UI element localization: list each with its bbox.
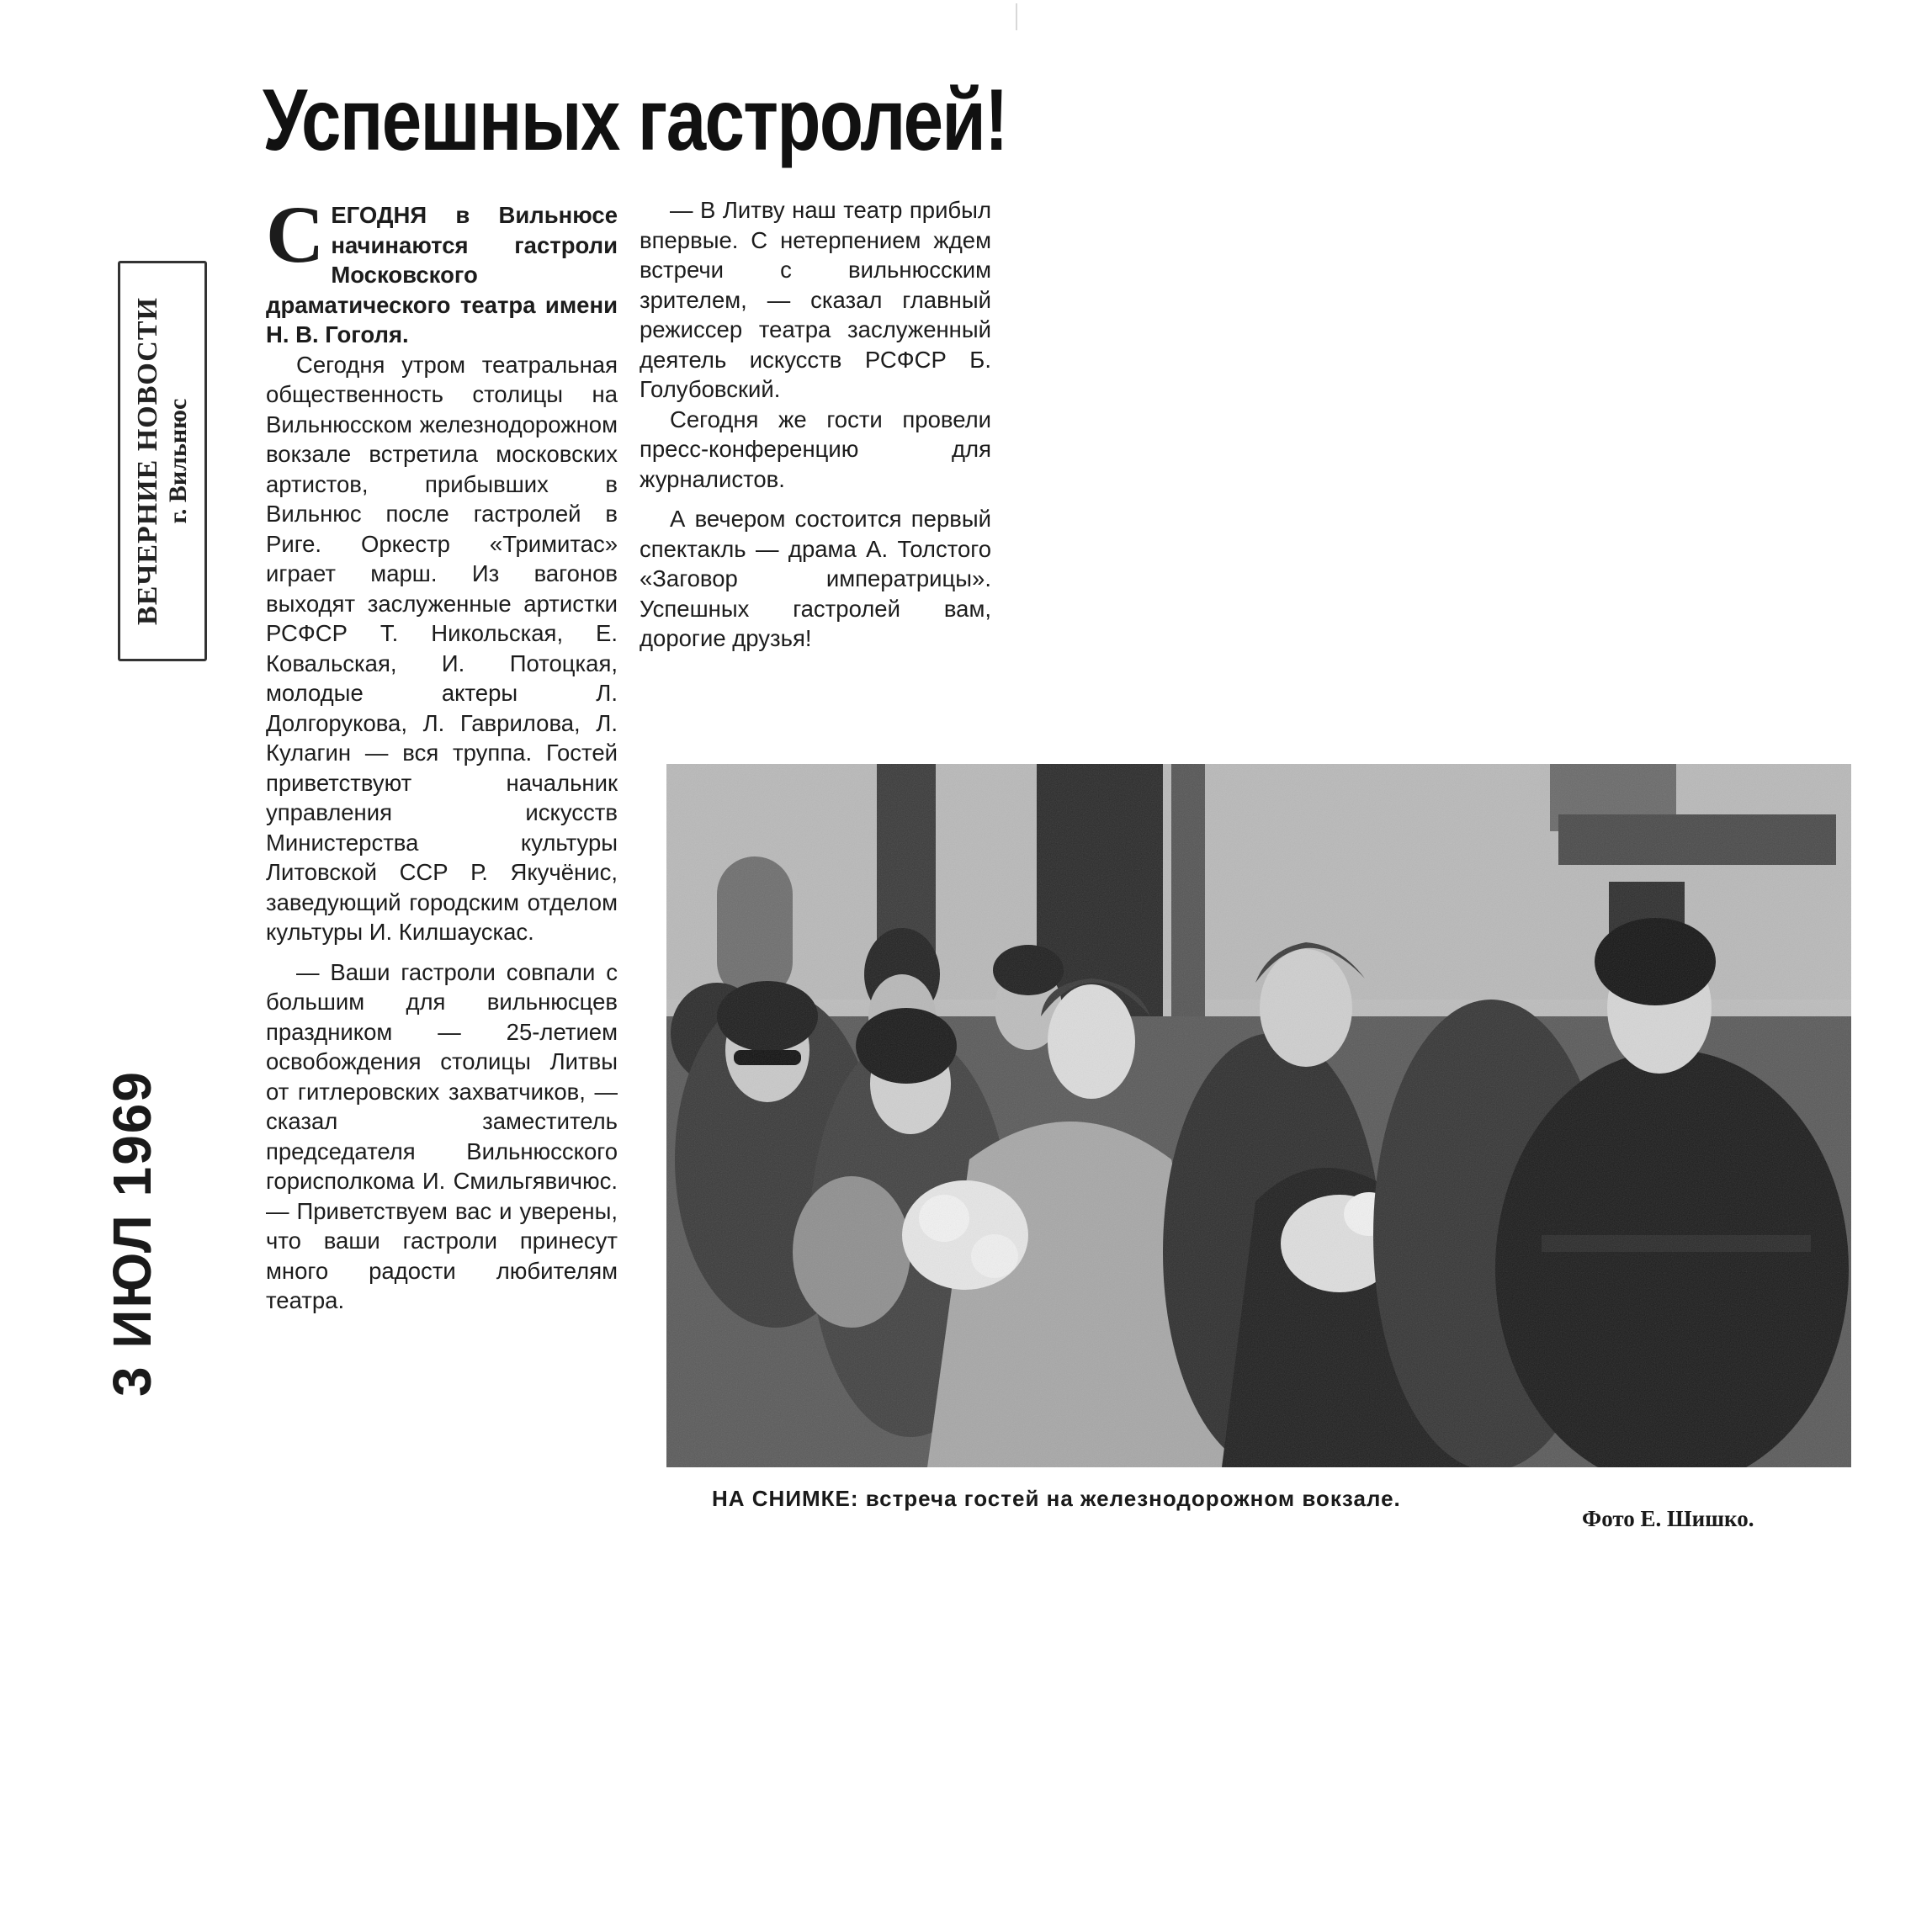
article-paragraph: — Ваши гастроли совпали с большим для вильнюсцев праздником — 25-летием освобождения столицы Литвы от гитлеровских захватчиков, — сказал заместитель председателя Вильнюсского горисполкома И. Смильгявичюс. — Приветствуем вас и уверены, что ваши гастроли принесут много радости любителям театра. bbox=[266, 958, 618, 1313]
lead-text: ЕГОДНЯ в Вильнюсе начинаются гастроли Московского драматического театра имени Н. В. Гоголя. bbox=[266, 202, 618, 347]
article-paragraph: — В Литву наш театр прибыл впервые. С нетерпением ждем встречи с вильнюсским зрителем, — сказал главный режиссер театра заслуженный деятель искусств РСФСР Б. Голубовский. bbox=[640, 197, 991, 402]
article-paragraph: Сегодня же гости провели пресс-конференцию для журналистов. bbox=[640, 406, 991, 492]
newspaper-stamp bbox=[118, 261, 207, 661]
drop-cap: С bbox=[266, 189, 325, 279]
lead-paragraph bbox=[266, 189, 618, 350]
article-column-1 bbox=[266, 189, 618, 1316]
stamp-city: г. Вильнюс bbox=[164, 398, 192, 524]
date-stamp: 3 ИЮЛ 1969 bbox=[102, 1070, 162, 1397]
stamp-newspaper-name: ВЕЧЕРНИЕ НОВОСТИ bbox=[132, 297, 163, 625]
news-photo bbox=[666, 764, 1851, 1467]
headline: Успешных гастролей! bbox=[263, 72, 1007, 169]
article-column-2 bbox=[640, 195, 991, 654]
article-paragraph: А вечером состоится первый спектакль — драма А. Толстого «Заговор императрицы». Успешных гастролей вам, дорогие друзья! bbox=[640, 506, 991, 651]
article-paragraph: Сегодня утром театральная общественность столицы на Вильнюсском железнодорожном вокзале встретила московских артистов, прибывших в Вильнюс после гастролей в Риге. Оркестр «Тримитас» играет марш. Из вагонов выходят заслуженные артистки РСФСР Т. Никольская, Е. Ковальская, И. Потоцкая, молодые актеры Л. Долгорукова, Л. Гаврилова, Л. Кулагин — вся труппа. Гостей приветствуют начальник управления искусств Министерства культуры Литовской ССР Р. Якучёнис, заведующий городским отделом культуры И. Килшаускас. bbox=[266, 351, 618, 945]
fold-mark bbox=[1016, 3, 1017, 30]
photo-image bbox=[666, 764, 1851, 1467]
stamp-text bbox=[132, 297, 193, 625]
photo-credit: Фото Е. Шишко. bbox=[1582, 1506, 1754, 1531]
photo-caption: НА СНИМКЕ: встреча гостей на железнодорожном вокзале. bbox=[712, 1486, 1401, 1511]
